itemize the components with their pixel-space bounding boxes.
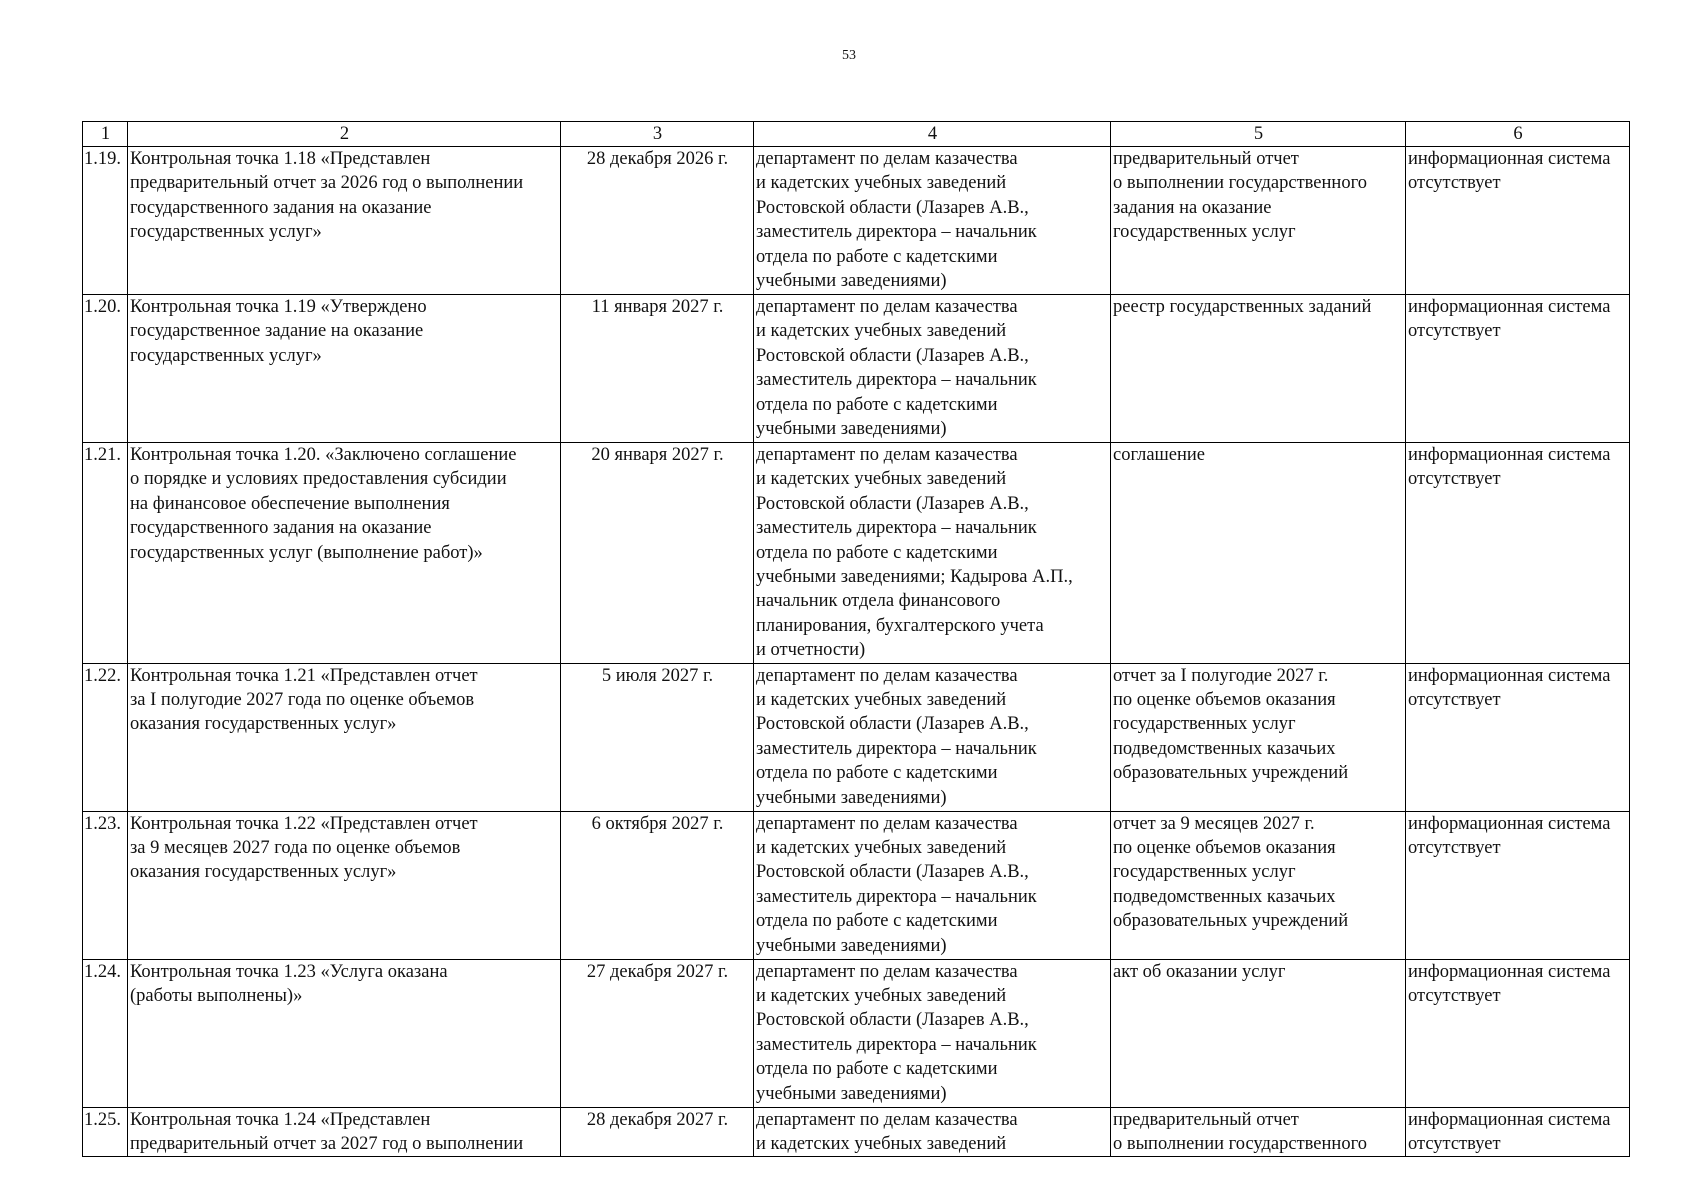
row-number: 1.21. <box>83 443 128 664</box>
row-date: 5 июля 2027 г. <box>561 663 754 811</box>
header-col-1: 1 <box>83 122 128 147</box>
header-col-6: 6 <box>1406 122 1630 147</box>
row-responsible: департамент по делам казачества и кадетских учебных заведений Ростовской области (Лазарев А.В., заместитель директора – начальник отдела по работе с кадетскими учебными заведениями; Кадырова А.П., начальник отдела финансового планирования, бухгалтерского учета и отчетности) <box>754 443 1111 664</box>
row-number: 1.19. <box>83 147 128 295</box>
row-event: Контрольная точка 1.21 «Представлен отчет за I полугодие 2027 года по оценке объемов оказания государственных услуг» <box>128 663 561 811</box>
row-event: Контрольная точка 1.22 «Представлен отчет за 9 месяцев 2027 года по оценке объемов оказания государственных услуг» <box>128 811 561 959</box>
row-number: 1.22. <box>83 663 128 811</box>
row-number: 1.25. <box>83 1107 128 1157</box>
row-document: акт об оказании услуг <box>1111 959 1406 1107</box>
row-document: отчет за I полугодие 2027 г. по оценке объемов оказания государственных услуг подведомственных казачьих образовательных учреждений <box>1111 663 1406 811</box>
row-event: Контрольная точка 1.19 «Утверждено государственное задание на оказание государственных услуг» <box>128 295 561 443</box>
row-responsible: департамент по делам казачества и кадетских учебных заведений Ростовской области (Лазарев А.В., заместитель директора – начальник отдела по работе с кадетскими учебными заведениями) <box>754 147 1111 295</box>
table-row <box>83 663 1630 811</box>
row-document: предварительный отчет о выполнении государственного задания на оказание государственных услуг <box>1111 147 1406 295</box>
row-responsible: департамент по делам казачества и кадетских учебных заведений Ростовской области (Лазарев А.В., заместитель директора – начальник отдела по работе с кадетскими учебными заведениями) <box>754 811 1111 959</box>
row-document: соглашение <box>1111 443 1406 664</box>
header-col-3: 3 <box>561 122 754 147</box>
row-date: 28 декабря 2026 г. <box>561 147 754 295</box>
row-event: Контрольная точка 1.23 «Услуга оказана (работы выполнены)» <box>128 959 561 1107</box>
header-col-4: 4 <box>754 122 1111 147</box>
row-system: информационная система отсутствует <box>1406 663 1630 811</box>
header-col-2: 2 <box>128 122 561 147</box>
row-system: информационная система отсутствует <box>1406 443 1630 664</box>
row-date: 20 января 2027 г. <box>561 443 754 664</box>
table-row <box>83 959 1630 1107</box>
row-number: 1.23. <box>83 811 128 959</box>
row-system: информационная система отсутствует <box>1406 959 1630 1107</box>
row-responsible: департамент по делам казачества и кадетских учебных заведений Ростовской области (Лазарев А.В., заместитель директора – начальник отдела по работе с кадетскими учебными заведениями) <box>754 663 1111 811</box>
table-row <box>83 147 1630 295</box>
row-system: информационная система отсутствует <box>1406 295 1630 443</box>
row-document: отчет за 9 месяцев 2027 г. по оценке объемов оказания государственных услуг подведомственных казачьих образовательных учреждений <box>1111 811 1406 959</box>
row-responsible: департамент по делам казачества и кадетских учебных заведений <box>754 1107 1111 1157</box>
row-system: информационная система отсутствует <box>1406 811 1630 959</box>
row-number: 1.20. <box>83 295 128 443</box>
row-event: Контрольная точка 1.24 «Представлен предварительный отчет за 2027 год о выполнении <box>128 1107 561 1157</box>
row-responsible: департамент по делам казачества и кадетских учебных заведений Ростовской области (Лазарев А.В., заместитель директора – начальник отдела по работе с кадетскими учебными заведениями) <box>754 959 1111 1107</box>
header-row <box>83 122 1630 147</box>
row-document: предварительный отчет о выполнении государственного <box>1111 1107 1406 1157</box>
table-row <box>83 443 1630 664</box>
table-row <box>83 1107 1630 1157</box>
header-col-5: 5 <box>1111 122 1406 147</box>
row-date: 6 октября 2027 г. <box>561 811 754 959</box>
row-number: 1.24. <box>83 959 128 1107</box>
row-system: информационная система отсутствует <box>1406 1107 1630 1157</box>
row-document: реестр государственных заданий <box>1111 295 1406 443</box>
page-number: 53 <box>842 48 856 63</box>
plan-table <box>82 121 1630 1157</box>
row-date: 28 декабря 2027 г. <box>561 1107 754 1157</box>
row-responsible: департамент по делам казачества и кадетских учебных заведений Ростовской области (Лазарев А.В., заместитель директора – начальник отдела по работе с кадетскими учебными заведениями) <box>754 295 1111 443</box>
row-system: информационная система отсутствует <box>1406 147 1630 295</box>
row-date: 27 декабря 2027 г. <box>561 959 754 1107</box>
row-event: Контрольная точка 1.18 «Представлен предварительный отчет за 2026 год о выполнении государственного задания на оказание государственных услуг» <box>128 147 561 295</box>
table-row <box>83 811 1630 959</box>
table-row <box>83 295 1630 443</box>
row-event: Контрольная точка 1.20. «Заключено соглашение о порядке и условиях предоставления субсидии на финансовое обеспечение выполнения государственного задания на оказание государственных услуг (выполнение работ)» <box>128 443 561 664</box>
row-date: 11 января 2027 г. <box>561 295 754 443</box>
